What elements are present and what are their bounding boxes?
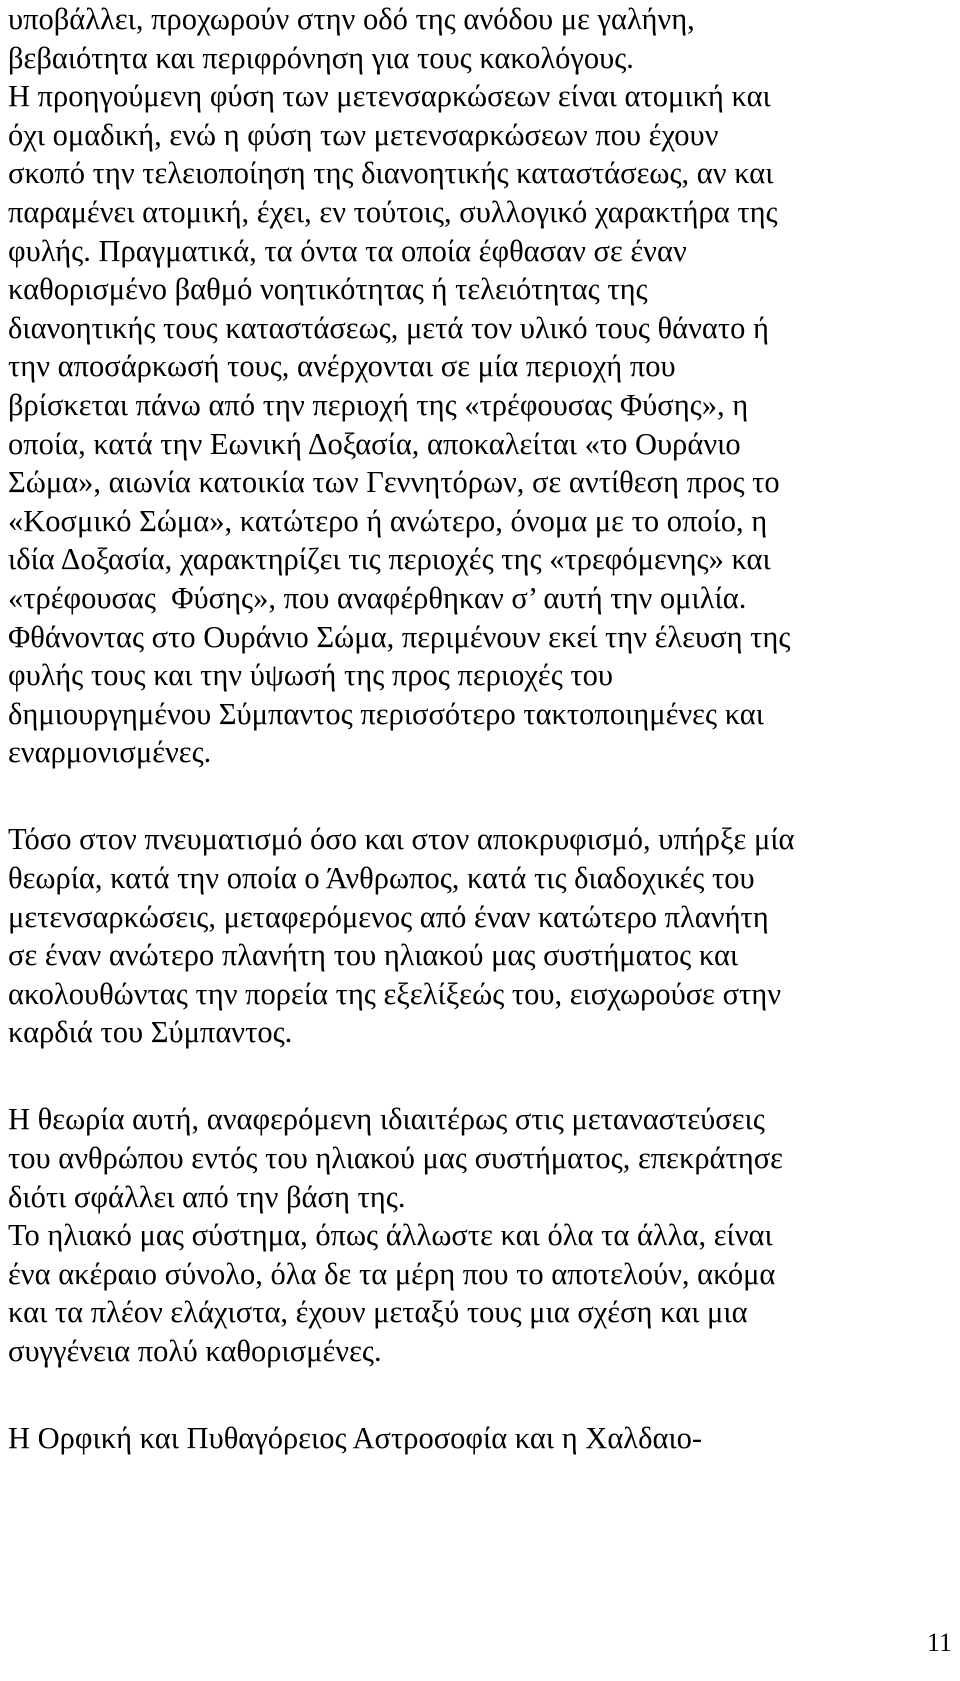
text-line: μετενσαρκώσεις, μεταφερόμενος από έναν κατώτερο πλανήτη xyxy=(8,899,769,934)
text-line: φυλής τους και την ύψωσή της προς περιοχές του xyxy=(8,658,614,693)
text-line: Η θεωρία αυτή, αναφερόμενη ιδιαιτέρως στις μεταναστεύσεις xyxy=(8,1102,765,1137)
text-line: Η Ορφική και Πυθαγόρειος Αστροσοφία και η Χαλδαιο- xyxy=(8,1421,703,1456)
text-line: ένα ακέραιο σύνολο, όλα δε τα μέρη που το αποτελούν, ακόμα xyxy=(8,1256,776,1291)
paragraph-spacer xyxy=(8,1052,958,1101)
paragraph xyxy=(8,1100,958,1370)
text-line: συγγένεια πολύ καθορισμένες. xyxy=(8,1334,382,1368)
paragraph-spacer xyxy=(8,1371,958,1420)
text-line: «τρέφουσας Φύσης», που αναφέρθηκαν σ’ αυτή την ομιλία. xyxy=(8,580,747,615)
text-line: την αποσάρκωσή τους, ανέρχονται σε μία περιοχή που xyxy=(8,349,676,384)
text-line: Η προηγούμενη φύση των μετενσαρκώσεων είναι ατομική και xyxy=(8,79,771,114)
paragraph-spacer xyxy=(8,772,958,821)
text-line: βρίσκεται πάνω από την περιοχή της «τρέφουσας Φύσης», η xyxy=(8,387,749,422)
text-line: Τόσο στον πνευματισμό όσο και στον αποκρυφισμό, υπήρξε μία xyxy=(8,822,795,857)
text-line: παραμένει ατομική, έχει, εν τούτοις, συλλογικό χαρακτήρα της xyxy=(8,194,778,229)
text-line: καρδιά του Σύμπαντος. xyxy=(8,1015,293,1050)
text-line: υποβάλλει, προχωρούν στην οδό της ανόδου με γαλήνη, xyxy=(8,2,695,36)
text-line: ακολουθώντας την πορεία της εξελίξεώς του, εισχωρούσε στην xyxy=(8,976,782,1011)
text-line: Σώμα», αιωνία κατοικία των Γεννητόρων, σε αντίθεση προς το xyxy=(8,465,780,500)
text-line: φυλής. Πραγματικά, τα όντα τα οποία έφθασαν σε έναν xyxy=(8,233,687,268)
text-line: σε έναν ανώτερο πλανήτη του ηλιακού μας συστήματος και xyxy=(8,938,739,973)
text-line: βεβαιότητα και περιφρόνηση για τους κακολόγους. xyxy=(8,40,634,75)
text-line: εναρμονισμένες. xyxy=(8,735,212,770)
page-number: 11 xyxy=(926,1628,952,1657)
text-line: ιδία Δοξασία, χαρακτηρίζει τις περιοχές της «τρεφόμενης» και xyxy=(8,542,771,577)
text-line: Το ηλιακό μας σύστημα, όπως άλλωστε και όλα τα άλλα, είναι xyxy=(8,1218,773,1253)
paragraph xyxy=(8,1419,958,1458)
paragraph xyxy=(8,0,958,772)
text-line: δημιουργημένου Σύμπαντος περισσότερο τακτοποιημένες και xyxy=(8,696,764,731)
text-line: Φθάνοντας στο Ουράνιο Σώμα, περιμένουν εκεί την έλευση της xyxy=(8,619,791,654)
text-line: διανοητικής τους καταστάσεως, μετά τον υλικό τους θάνατο ή xyxy=(8,310,769,345)
document-page xyxy=(8,0,958,1458)
text-line: σκοπό την τελειοποίηση της διανοητικής καταστάσεως, αν και xyxy=(8,156,774,191)
text-line: «Κοσμικό Σώμα», κατώτερο ή ανώτερο, όνομα με το οποίο, η xyxy=(8,503,768,538)
text-line: όχι ομαδική, ενώ η φύση των μετενσαρκώσεων που έχουν xyxy=(8,117,719,152)
text-line: διότι σφάλλει από την βάση της. xyxy=(8,1179,406,1214)
paragraph xyxy=(8,820,958,1052)
text-line: οποία, κατά την Εωνική Δοξασία, αποκαλείται «το Ουράνιο xyxy=(8,426,741,461)
text-line: και τα πλέον ελάχιστα, έχουν μεταξύ τους μια σχέση και μια xyxy=(8,1295,748,1330)
text-line: καθορισμένο βαθμό νοητικότητας ή τελειότητας της xyxy=(8,272,648,307)
text-line: θεωρία, κατά την οποία ο Άνθρωπος, κατά τις διαδοχικές του xyxy=(8,860,755,895)
text-line: του ανθρώπου εντός του ηλιακού μας συστήματος, επεκράτησε xyxy=(8,1141,783,1176)
